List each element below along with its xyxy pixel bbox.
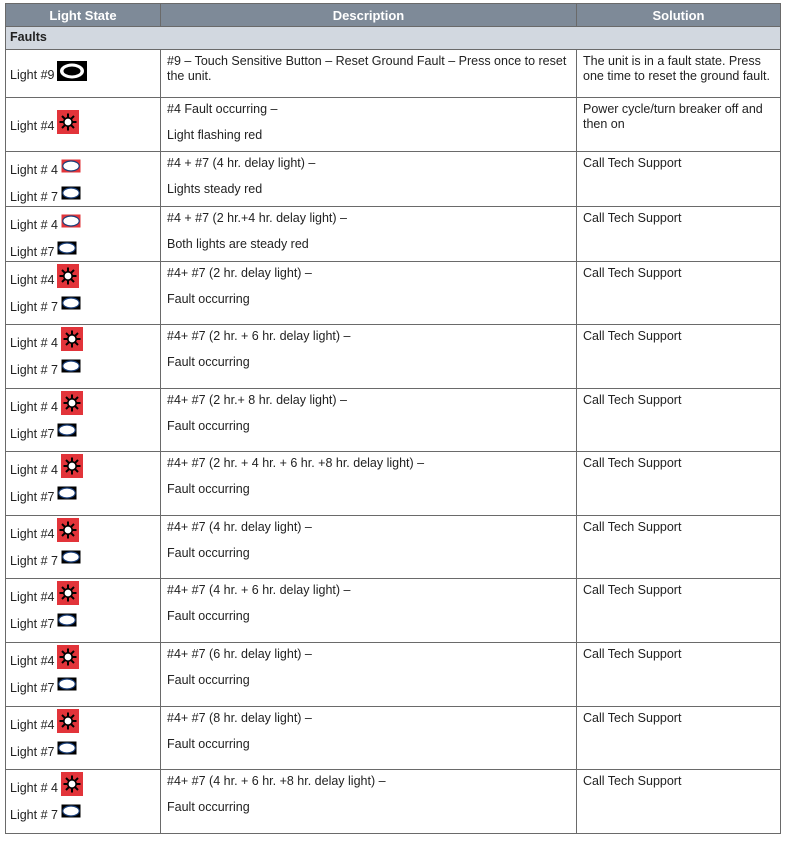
solution-cell: Call Tech Support [577, 452, 781, 516]
light-label: Light #4 [10, 717, 55, 732]
table-row [6, 389, 781, 452]
white-light-icon [57, 613, 77, 627]
table-row [6, 452, 781, 516]
description-cell [161, 98, 577, 152]
light-entry [10, 707, 156, 734]
description-text: #4 + #7 (2 hr.+4 hr. delay light) – [167, 211, 347, 225]
description-detail: Fault occurring [167, 419, 250, 433]
table-row [6, 152, 781, 207]
light-state-cell [6, 643, 161, 707]
description-detail: Fault occurring [167, 800, 250, 814]
light-entry [10, 98, 156, 146]
solution-cell: Power cycle/turn breaker off and then on [577, 98, 781, 152]
light-entry [10, 770, 156, 797]
table-row [6, 579, 781, 643]
fault-table-container [5, 3, 781, 834]
black-ellipse-icon [57, 61, 87, 81]
header-solution: Solution [577, 4, 781, 27]
table-header-row [6, 4, 781, 27]
light-label: Light #7 [10, 680, 55, 695]
light-label: Light #7 [10, 426, 55, 441]
red-steady-icon [61, 214, 81, 228]
light-entry [10, 352, 156, 379]
light-label: Light # 4 [10, 780, 58, 795]
description-detail: Fault occurring [167, 673, 250, 687]
table-row [6, 643, 781, 707]
light-entry [10, 289, 156, 316]
description-text: #4+ #7 (4 hr. + 6 hr. delay light) – [167, 583, 351, 597]
light-label: Light #7 [10, 244, 55, 259]
light-label: Light # 4 [10, 335, 58, 350]
light-state-cell [6, 98, 161, 152]
white-light-icon [57, 241, 77, 255]
white-light-icon [61, 296, 81, 310]
description-text: #4+ #7 (2 hr. delay light) – [167, 266, 312, 280]
description-text: #4+ #7 (6 hr. delay light) – [167, 647, 312, 661]
description-detail: Fault occurring [167, 609, 250, 623]
light-entry [10, 452, 156, 479]
light-label: Light #4 [10, 526, 55, 541]
table-body [6, 27, 781, 834]
description-text: #4+ #7 (2 hr. + 4 hr. + 6 hr. +8 hr. delay light) – [167, 456, 425, 470]
light-state-cell [6, 707, 161, 770]
light-state-cell [6, 50, 161, 98]
light-label: Light #9 [10, 68, 55, 82]
solution-cell: Call Tech Support [577, 325, 781, 389]
light-entry [10, 152, 156, 179]
light-entry [10, 207, 156, 234]
light-entry [10, 734, 156, 761]
light-label: Light #4 [10, 119, 55, 133]
light-state-cell [6, 262, 161, 325]
description-cell [161, 516, 577, 579]
light-entry [10, 389, 156, 416]
table-row [6, 207, 781, 262]
light-label: Light # 7 [10, 362, 58, 377]
red-flash-icon [57, 581, 79, 605]
description-cell [161, 770, 577, 834]
light-entry [10, 416, 156, 443]
description-detail: Both lights are steady red [167, 237, 309, 251]
description-detail: Fault occurring [167, 737, 250, 751]
white-light-icon [57, 677, 77, 691]
description-detail: Lights steady red [167, 182, 263, 196]
light-label: Light #7 [10, 744, 55, 759]
red-flash-icon [61, 391, 83, 415]
light-label: Light #4 [10, 272, 55, 287]
table-row [6, 770, 781, 834]
light-entry [10, 670, 156, 697]
white-light-icon [57, 423, 77, 437]
description-detail: Fault occurring [167, 292, 250, 306]
red-flash-icon [57, 110, 79, 134]
light-entry [10, 479, 156, 506]
solution-cell: Call Tech Support [577, 579, 781, 643]
fault-table [5, 3, 781, 834]
white-light-icon [57, 741, 77, 755]
description-detail: Light flashing red [167, 128, 263, 142]
red-flash-icon [61, 772, 83, 796]
solution-cell: The unit is in a fault state. Press one time to reset the ground fault. [577, 50, 781, 98]
solution-cell: Call Tech Support [577, 707, 781, 770]
section-title: Faults [6, 27, 781, 50]
white-light-icon [61, 550, 81, 564]
light-entry [10, 606, 156, 633]
description-cell [161, 389, 577, 452]
red-flash-icon [61, 327, 83, 351]
description-text: #4+ #7 (4 hr. + 6 hr. +8 hr. delay light) – [167, 774, 386, 788]
red-flash-icon [57, 264, 79, 288]
description-text: #4+ #7 (2 hr.+ 8 hr. delay light) – [167, 393, 347, 407]
header-description: Description [161, 4, 577, 27]
light-label: Light # 4 [10, 462, 58, 477]
light-label: Light # 4 [10, 162, 58, 177]
table-row [6, 516, 781, 579]
light-label: Light #4 [10, 589, 55, 604]
header-light-state: Light State [6, 4, 161, 27]
light-label: Light # 7 [10, 553, 58, 568]
light-label: Light # 7 [10, 299, 58, 314]
table-row [6, 325, 781, 389]
description-text: #4 Fault occurring – [167, 102, 278, 116]
table-row [6, 707, 781, 770]
description-text: #4+ #7 (8 hr. delay light) – [167, 711, 312, 725]
red-flash-icon [57, 709, 79, 733]
light-entry [10, 643, 156, 670]
description-detail: Fault occurring [167, 355, 250, 369]
light-entry [10, 262, 156, 289]
description-cell [161, 50, 577, 98]
light-label: Light # 7 [10, 807, 58, 822]
light-entry [10, 516, 156, 543]
description-cell [161, 207, 577, 262]
red-flash-icon [57, 645, 79, 669]
light-state-cell [6, 516, 161, 579]
solution-cell: Call Tech Support [577, 207, 781, 262]
red-steady-icon [61, 159, 81, 173]
light-state-cell [6, 770, 161, 834]
table-row [6, 98, 781, 152]
light-entry [10, 325, 156, 352]
description-cell [161, 325, 577, 389]
light-label: Light # 4 [10, 217, 58, 232]
red-flash-icon [61, 454, 83, 478]
description-text: #4 + #7 (4 hr. delay light) – [167, 156, 316, 170]
white-light-icon [61, 359, 81, 373]
light-entry [10, 234, 156, 261]
table-row [6, 262, 781, 325]
table-row [6, 50, 781, 98]
section-row [6, 27, 781, 50]
solution-cell: Call Tech Support [577, 770, 781, 834]
light-entry [10, 579, 156, 606]
light-state-cell [6, 389, 161, 452]
solution-cell: Call Tech Support [577, 262, 781, 325]
description-cell [161, 579, 577, 643]
description-text: #4+ #7 (4 hr. delay light) – [167, 520, 312, 534]
description-cell [161, 262, 577, 325]
white-light-icon [61, 186, 81, 200]
red-flash-icon [57, 518, 79, 542]
light-state-cell [6, 207, 161, 262]
solution-cell: Call Tech Support [577, 389, 781, 452]
description-text: #9 – Touch Sensitive Button – Reset Ground Fault – Press once to reset the unit. [167, 54, 567, 83]
description-cell [161, 707, 577, 770]
light-state-cell [6, 152, 161, 207]
description-detail: Fault occurring [167, 482, 250, 496]
description-text: #4+ #7 (2 hr. + 6 hr. delay light) – [167, 329, 351, 343]
description-cell [161, 643, 577, 707]
light-label: Light # 4 [10, 399, 58, 414]
description-cell [161, 452, 577, 516]
light-entry [10, 50, 156, 92]
light-entry [10, 543, 156, 570]
light-state-cell [6, 452, 161, 516]
light-state-cell [6, 579, 161, 643]
light-entry [10, 797, 156, 824]
light-label: Light #7 [10, 616, 55, 631]
light-label: Light #4 [10, 653, 55, 668]
light-label: Light # 7 [10, 189, 58, 204]
description-detail: Fault occurring [167, 546, 250, 560]
solution-cell: Call Tech Support [577, 152, 781, 207]
light-state-cell [6, 325, 161, 389]
solution-cell: Call Tech Support [577, 516, 781, 579]
light-label: Light #7 [10, 489, 55, 504]
white-light-icon [61, 804, 81, 818]
solution-cell: Call Tech Support [577, 643, 781, 707]
description-cell [161, 152, 577, 207]
light-entry [10, 179, 156, 206]
white-light-icon [57, 486, 77, 500]
